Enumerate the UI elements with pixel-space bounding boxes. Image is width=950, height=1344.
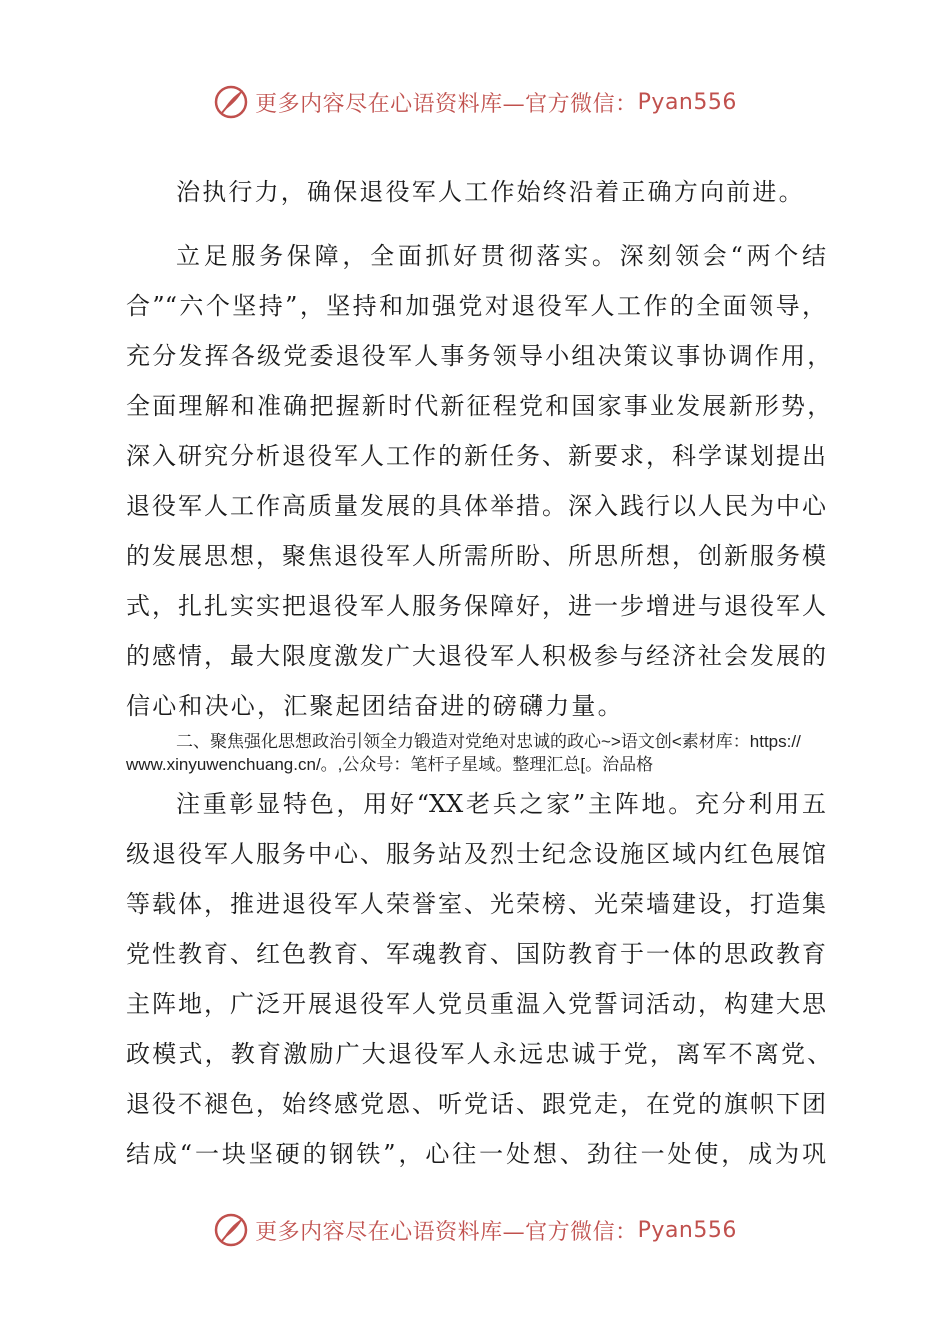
paragraph-line: 结成“一块坚硬的钢铁”，心往一处想、劲往一处使，成为巩 bbox=[126, 1140, 826, 1168]
watermark-wechat-id: Pyan556 bbox=[637, 1217, 737, 1243]
paragraph-line: 注重彰显特色，用好“XX老兵之家”主阵地。充分利用五 bbox=[176, 790, 826, 818]
paragraph-line: 立足服务保障，全面抓好贯彻落实。深刻领会“两个结 bbox=[176, 242, 826, 270]
paragraph-line: 退役不褪色，始终感党恩、听党话、跟党走，在党的旗帜下团 bbox=[126, 1090, 826, 1118]
paragraph-line: 合”“六个坚持”，坚持和加强党对退役军人工作的全面领导， bbox=[126, 292, 826, 320]
paragraph-line: 式，扎扎实实把退役军人服务保障好，进一步增进与退役军人 bbox=[126, 592, 826, 620]
section-heading-line-2: www.xinyuwenchuang.cn/。,公众号：笔杆子星域。整理汇总[。治品格 bbox=[126, 755, 654, 774]
paragraph-line: 主阵地，广泛开展退役军人党员重温入党誓词活动，构建大思 bbox=[126, 990, 826, 1018]
paragraph-line: 全面理解和准确把握新时代新征程党和国家事业发展新形势， bbox=[126, 392, 834, 420]
paragraph-line: 政模式，教育激励广大退役军人永远忠诚于党，离军不离党、 bbox=[126, 1040, 834, 1068]
header-watermark bbox=[0, 80, 950, 124]
paragraph-line: 退役军人工作高质量发展的具体举措。深入践行以人民为中心 bbox=[126, 492, 826, 520]
section-heading-line-1: 二、聚焦强化思想政治引领全力锻造对党绝对忠诚的政心~>语文创<素材库：https:// bbox=[176, 732, 801, 751]
paragraph-line: 党性教育、红色教育、军魂教育、国防教育于一体的思政教育 bbox=[126, 940, 826, 968]
quill-logo-icon bbox=[213, 1212, 249, 1248]
paragraph-line: 充分发挥各级党委退役军人事务领导小组决策议事协调作用， bbox=[126, 342, 834, 370]
paragraph-line: 治执行力，确保退役军人工作始终沿着正确方向前进。 bbox=[176, 178, 805, 206]
paragraph-line: 的感情，最大限度激发广大退役军人积极参与经济社会发展的 bbox=[126, 642, 826, 670]
watermark-text: 更多内容尽在心语资料库—官方微信： bbox=[255, 1219, 638, 1245]
watermark-wechat-id: Pyan556 bbox=[637, 89, 737, 115]
paragraph-line: 的发展思想，聚焦退役军人所需所盼、所思所想，创新服务模 bbox=[126, 542, 826, 570]
paragraph-line: 深入研究分析退役军人工作的新任务、新要求，科学谋划提出 bbox=[126, 442, 826, 470]
paragraph-line: 级退役军人服务中心、服务站及烈士纪念设施区域内红色展馆 bbox=[126, 840, 826, 868]
footer-watermark bbox=[0, 1208, 950, 1252]
watermark-text: 更多内容尽在心语资料库—官方微信： bbox=[255, 91, 638, 117]
paragraph-line: 等载体，推进退役军人荣誉室、光荣榜、光荣墙建设，打造集 bbox=[126, 890, 826, 918]
paragraph-line: 信心和决心，汇聚起团结奋进的磅礴力量。 bbox=[126, 692, 624, 720]
quill-logo-icon bbox=[213, 84, 249, 120]
